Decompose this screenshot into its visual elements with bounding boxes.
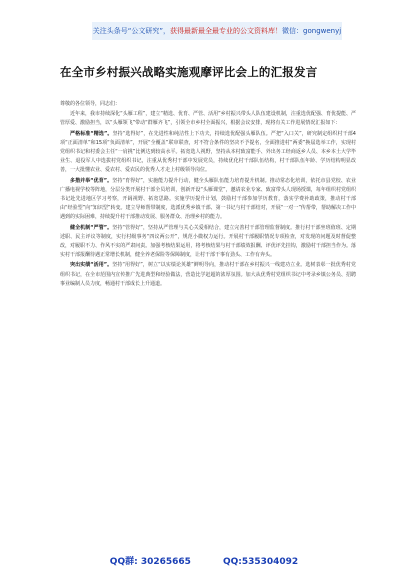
- footer-qq: QQ:535304092: [222, 557, 299, 567]
- section-paragraph-2: [60, 177, 356, 223]
- promo-prefix: 关注头条号“公文研究”，: [92, 27, 171, 35]
- document-title: 在全市乡村振兴战略实施观摩评比会上的汇报发言: [60, 65, 318, 79]
- section-body: 坚持“用得好”，树立“以实绩论英雄”鲜明导向，推动村干部在乡村振兴一线建功立业。选树表彰一批优秀村党组织书记，在全市范围内宣传推广先进典型和经验做法，营造比学赶超的浓厚氛围。加大从优秀村党组织书记中考录乡镇公务员、招聘事业编制人员力度，畅通村干部成长上升通道。: [60, 262, 356, 287]
- document-body: [60, 100, 356, 289]
- section-paragraph-1: [60, 130, 356, 176]
- greeting: 尊敬的各位领导，同志们：: [60, 101, 121, 107]
- promo-suffix: 微信：gongwenyj: [282, 27, 342, 35]
- section-body: 坚持“选得好”，在先进性和纯洁性上下功夫，持续选优配强头雁队伍。严把“入口关”，研究制定组织村干部4项“正面清单”和15项“负面清单”，开展“全覆盖”联审联查，对不符合条件的坚决不予提名，全面推进村“两委”换届选举工作，实现村党组织书记和村委会主任“一肩挑”比例达到较高水平。拓宽选人视野，坚持从本村致富能手、外出务工经商返乡人员、本乡本土大学毕业生、退役军人中选拔村党组织书记，注重从优秀村干部中发展党员，持续优化村干部队伍结构，村干部队伍年龄、学历结构明显改善，一大批懂农业、爱农村、爱农民的优秀人才走上村级领导岗位。: [60, 130, 356, 174]
- intro-paragraph: 近年来，我市持续深化“头雁工程”，建立“精选、优育、严管、活用”乡村振兴带头人队伍建设机制，注重选优配强、育优提能、严管厚爱、激励担当，以“头雁领飞”带动“群雁齐飞”，引领全市乡村全面振兴，根据会议安排，现将有关工作进展情况汇报如下：: [60, 111, 356, 127]
- section-heading: 严格标准“精选”。: [70, 130, 113, 137]
- section-heading: 突出实绩“活用”。: [70, 262, 113, 269]
- section-paragraph-3: [60, 224, 356, 261]
- footer-qq-group: QQ群: 30265665: [109, 557, 191, 567]
- section-paragraph-4: [60, 261, 356, 289]
- section-heading: 健全机制“严管”。: [70, 224, 113, 231]
- footer-contact: [0, 554, 408, 567]
- section-body: 坚持“育得好”，实施能力提升行动，健全头雁队伍能力培育提升机制。推动常态化培训，依托市县党校、农业广播电视学校等阵地，分层分类开展村干部全员培训，创新开设“头雁课堂”，邀请农业专家、致富带头人现场授课，每年组织村党组织书记赴先进地区学习考察，开阔视野、拓宽思路。实施学历提升计划，鼓励村干部参加学历教育，落实学费补助政策，推动村干部由“经验型”向“知识型”转变。建立导师帮带制度，选派优秀乡镇干部、第一书记与村干部结对，开展“一对一”传帮带，帮助解决工作中遇到的实际困难，持续提升村干部推动发展、服务群众、治理乡村的能力。: [60, 177, 357, 221]
- section-body: 坚持“管得好”，坚持从严管理与关心关爱相结合，建立完善村干部管理监督制度。推行村干部坐班值班、定期述职、民主评议等制度，实行村级事务“四议两公开”，规范小微权力运行。开展村干部履职情况专项检查，对发现的问题及时督促整改，对履职不力、作风不实的严肃问责。加强考核结果运用，将考核结果与村干部绩效报酬、评优评先挂钩，激励村干部担当作为。落实村干部报酬待遇正常增长机制，健全养老保险等保障制度，让村干部干事有劲头、工作有奔头。: [60, 224, 357, 259]
- promo-banner[interactable]: [92, 22, 342, 40]
- section-heading: 多措并举“优育”。: [70, 177, 113, 184]
- promo-highlight: 获得最新最全最专业的公文资料库！: [170, 27, 283, 35]
